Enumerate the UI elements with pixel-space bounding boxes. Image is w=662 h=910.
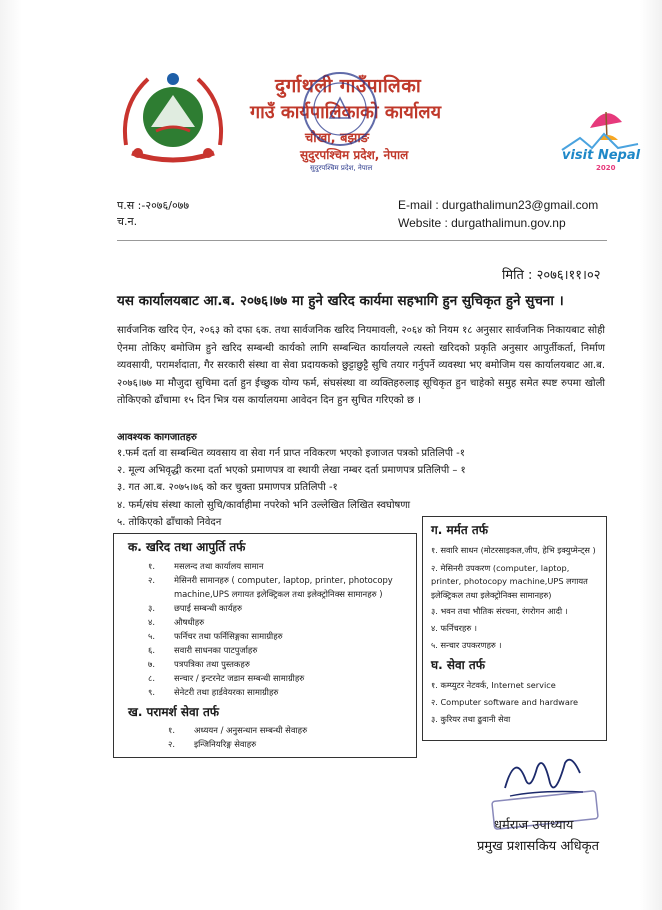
- visit-nepal-text: visit Nepal: [562, 148, 641, 163]
- section-ga-title: ग. मर्मत तर्फ: [431, 523, 488, 537]
- requirement-item: २. मूल्य अभिवृद्धी करमा दर्ता भएको प्रमाणपत्र वा स्थायी लेखा नम्बर दर्ता प्रमाणपत्र प्रतिलिपी – १: [117, 465, 466, 477]
- notice-subject: यस कार्यालयबाट आ.ब. २०७६।७७ मा हुने खरिद कार्यमा सहभागि हुन सुचिकृत हुने सुचना ।: [117, 293, 564, 309]
- section-ka-title: क. खरिद तथा आपुर्ति तर्फ: [128, 540, 246, 554]
- nepal-emblem-icon: [118, 65, 228, 170]
- seal-text: सुदुरपश्चिम प्रदेश, नेपाल: [310, 164, 373, 172]
- list-item: १. मसलन्द तथा कार्यालय सामान: [148, 561, 264, 571]
- list-item: ५. फर्निचर तथा फर्निसिङ्गका सामाग्रीहरु: [148, 631, 283, 641]
- section-kha-title: ख. परामर्श सेवा तर्फ: [128, 705, 220, 719]
- list-item: ६. सवारी साधनका पाटपुर्जाहरु: [148, 645, 258, 655]
- list-item: ७. पत्रपत्रिका तथा पुस्तकहरु: [148, 659, 250, 669]
- list-item: १. अध्ययन / अनुसन्धान सम्बन्धी सेवाहरु: [168, 725, 308, 735]
- section-gha-title: घ. सेवा तर्फ: [431, 658, 485, 673]
- list-item: ३. भवन तथा भौतिक संरचना, रंगरोगन आदी ।: [431, 606, 568, 617]
- notice-date: मिति : २०७६।११।०२: [502, 268, 601, 283]
- procurement-box: [113, 533, 417, 758]
- district-name: चौखा, बझाङ: [305, 131, 369, 146]
- reference-number: प.स :-२०७६/०७७: [117, 199, 190, 212]
- list-item: २. मेसिनरी उपकरण (computer, laptop, printer, photocopy machine,UPS लगायत इलेक्ट्रिकल तथा इलेक्ट्रोनिक्स सामानहरु): [431, 562, 588, 600]
- municipality-name: दुर्गाथली गाउँपालिका: [275, 75, 422, 97]
- requirements-list: [117, 445, 466, 531]
- dispatch-number: च.न.: [117, 215, 138, 228]
- requirement-item: ५. तोकिएको ढाँचाको निवेदन: [117, 516, 222, 528]
- website-text: Website : durgathalimun.gov.np: [398, 216, 566, 230]
- notice-body: सार्वजनिक खरिद ऐन, २०६३ को दफा ६क. तथा सार्वजनिक खरिद नियमावली, २०६४ को नियम १८ अनुसार सार्वजनिक निकायबाट सोही ऐनमा तोकिए बमोजिम हुने खरिद सम्बन्धी कार्यको लागि सम्बन्धित कार्यालयले त्यस्तो खरिदको प्रकृति अनुसार आपुर्तीकर्ता, निर्माण व्यवसायी, परामर्शदाता, गैर सरकारी संस्था वा सेवा प्रदायकको छुट्टाछुट्टै सुचि तयार गर्नुपर्ने व्यवस्था भए बमोजिम यस कार्यालयबाट आ.ब. २०७६।७७ मा मौजुदा सुचिमा दर्ता हुन ईच्छुक योग्य फर्म, संघसंस्था वा व्यक्तिहरुलाइ सूचिकृत हुन चाहेको समुह समेत स्पष्ट रुपमा खोली तोकिएको ढाँचामा १५ दिन भित्र यस कार्यालयमा आवेदन दिन हुन सुचित गरिएको छ ।: [117, 325, 605, 406]
- signer-name: धर्मराज उपाध्याय: [494, 818, 574, 833]
- email-text: E-mail : durgathalimun23@gmail.com: [398, 198, 599, 212]
- requirement-item: ४. फर्म/संघ संस्था कालो सुचि/कार्वाहीमा नपरेको भनि उल्लेखित लिखित स्वघोषणा: [117, 499, 411, 511]
- repair-service-box: [422, 516, 607, 741]
- list-item: ९. सेनेटरी तथा हार्डवेयरका सामाग्रीहरु: [148, 687, 279, 697]
- list-item: ५. सन्चार उपकरणहरु ।: [431, 639, 502, 650]
- requirement-item: ३. गत आ.ब. २०७५।७६ को कर चुक्ता प्रमाणपत्र प्रतिलिपी -१: [117, 482, 338, 494]
- list-item: ८. सन्चार / इन्टरनेट जडान सम्बन्धी सामाग्रीहरु: [148, 673, 305, 683]
- list-item: २. इन्जिनियरिङ्ग सेवाहरु: [168, 739, 257, 749]
- header-divider: [117, 240, 607, 241]
- province-name: सुदुरपश्चिम प्रदेश, नेपाल: [300, 148, 409, 162]
- requirements-title: आवश्यक कागजातहरु: [117, 432, 197, 443]
- list-item: १. सवारि साधन (मोटरसाइकल,जीप, हेभि इक्युप्मेन्ट्स ): [431, 545, 596, 555]
- office-name: गाउँ कार्यपालिकाको कार्यालय: [250, 102, 442, 123]
- list-item: २. Computer software and hardware: [431, 697, 579, 708]
- section-ga-list: [431, 544, 601, 652]
- list-item: २. मेसिनरी सामानहरु ( computer, laptop, printer, photocopy machine,UPS लगायत इलेक्ट्रिकल तथा इलेक्ट्रोनिक्स सामानहरु ): [148, 575, 393, 599]
- visit-nepal-year: 2020: [596, 164, 616, 172]
- reference-block: [117, 198, 189, 230]
- section-kha-list: [168, 723, 398, 751]
- section-gha-list: [431, 677, 601, 728]
- list-item: १. कम्प्युटर नेटवर्क, Internet service: [431, 680, 556, 691]
- list-item: ४. औषधीहरु: [148, 617, 205, 627]
- signer-title: प्रमुख प्रशासकिय अधिकृत: [477, 839, 600, 854]
- list-item: ३. छपाई सम्बन्धी कार्यहरु: [148, 603, 242, 613]
- list-item: ३. कुरियर तथा ढुवानी सेवा: [431, 714, 511, 725]
- office-seal-icon: [300, 70, 380, 148]
- section-ka-list: [148, 559, 398, 699]
- requirement-item: १.फर्म दर्ता वा सम्बन्धित व्यवसाय वा सेवा गर्न प्राप्त नविकरण भएको इजाजत पत्रको प्रतिलिपी -१: [117, 448, 465, 459]
- list-item: ४. फर्निचरहरु ।: [431, 622, 477, 633]
- contact-block: [398, 196, 598, 232]
